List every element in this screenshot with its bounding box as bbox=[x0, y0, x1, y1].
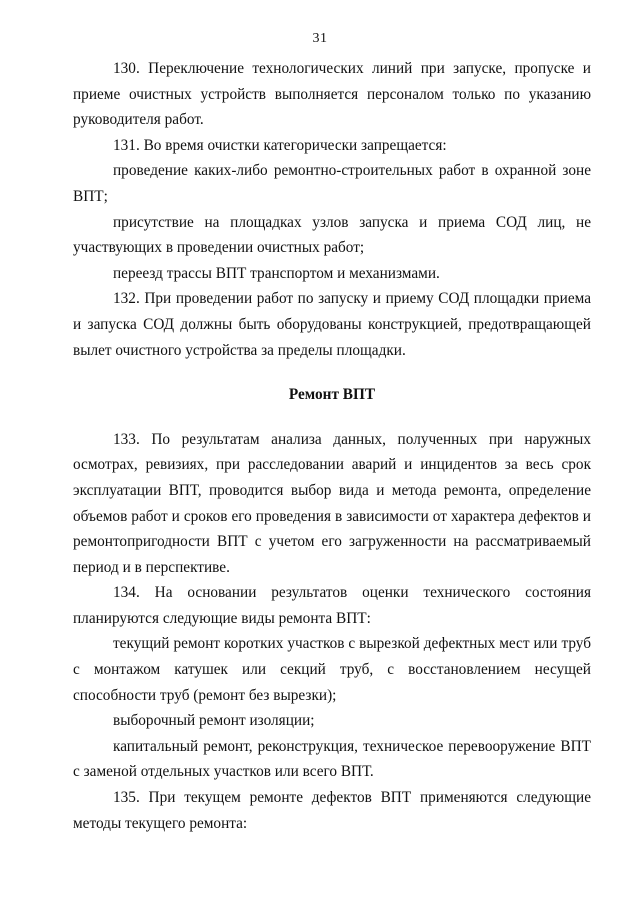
list-item-current-repair: текущий ремонт коротких участков с вырезкой дефектных мест или труб с монтажом катушек или секций труб, с восстановлением несущей способности труб (ремонт без вырезки); bbox=[73, 635, 591, 704]
page-number: 31 bbox=[312, 31, 328, 46]
paragraph-130: 130. Переключение технологических линий при запуске, пропуске и приеме очистных устройств выполняется персоналом только по указанию руководителя работ. bbox=[73, 60, 591, 129]
list-item-capital-repair: капитальный ремонт, реконструкция, техническое перевооружение ВПТ с заменой отдельных участков или всего ВПТ. bbox=[73, 737, 591, 781]
paragraph-132: 132. При проведении работ по запуску и приему СОД площадки приема и запуска СОД должны быть оборудованы конструкцией, предотвращающей вылет очистного устройства за пределы площадки. bbox=[73, 290, 591, 359]
paragraph-135: 135. При текущем ремонте дефектов ВПТ применяются следующие методы текущего ремонта: bbox=[73, 789, 591, 832]
list-item-crossing: переезд трассы ВПТ транспортом и механизмами. bbox=[113, 264, 440, 282]
list-item-insulation-repair: выборочный ремонт изоляции; bbox=[113, 712, 315, 730]
section-heading: Ремонт ВПТ bbox=[288, 386, 376, 404]
list-item-repair-works: проведение каких-либо ремонтно-строительных работ в охранной зоне ВПТ; bbox=[73, 162, 591, 205]
list-item-presence: присутствие на площадках узлов запуска и приема СОД лиц, не участвующих в проведении очистных работ; bbox=[73, 213, 591, 257]
paragraph-134: 134. На основании результатов оценки технического состояния планируются следующие виды ремонта ВПТ: bbox=[73, 584, 591, 627]
paragraph-133: 133. По результатам анализа данных, полученных при наружных осмотрах, ревизиях, при расследовании аварий и инцидентов за весь срок эксплуатации ВПТ, проводится выбор вида и метода ремонта, определение объемов работ и сроков его проведения в зависимости от характера дефектов и ремонтопригодности ВПТ с учетом его загруженности на рассматриваемый период и в перспективе. bbox=[73, 430, 591, 576]
page-content bbox=[73, 56, 591, 836]
paragraph-131: 131. Во время очистки категорически запрещается: bbox=[113, 136, 447, 154]
